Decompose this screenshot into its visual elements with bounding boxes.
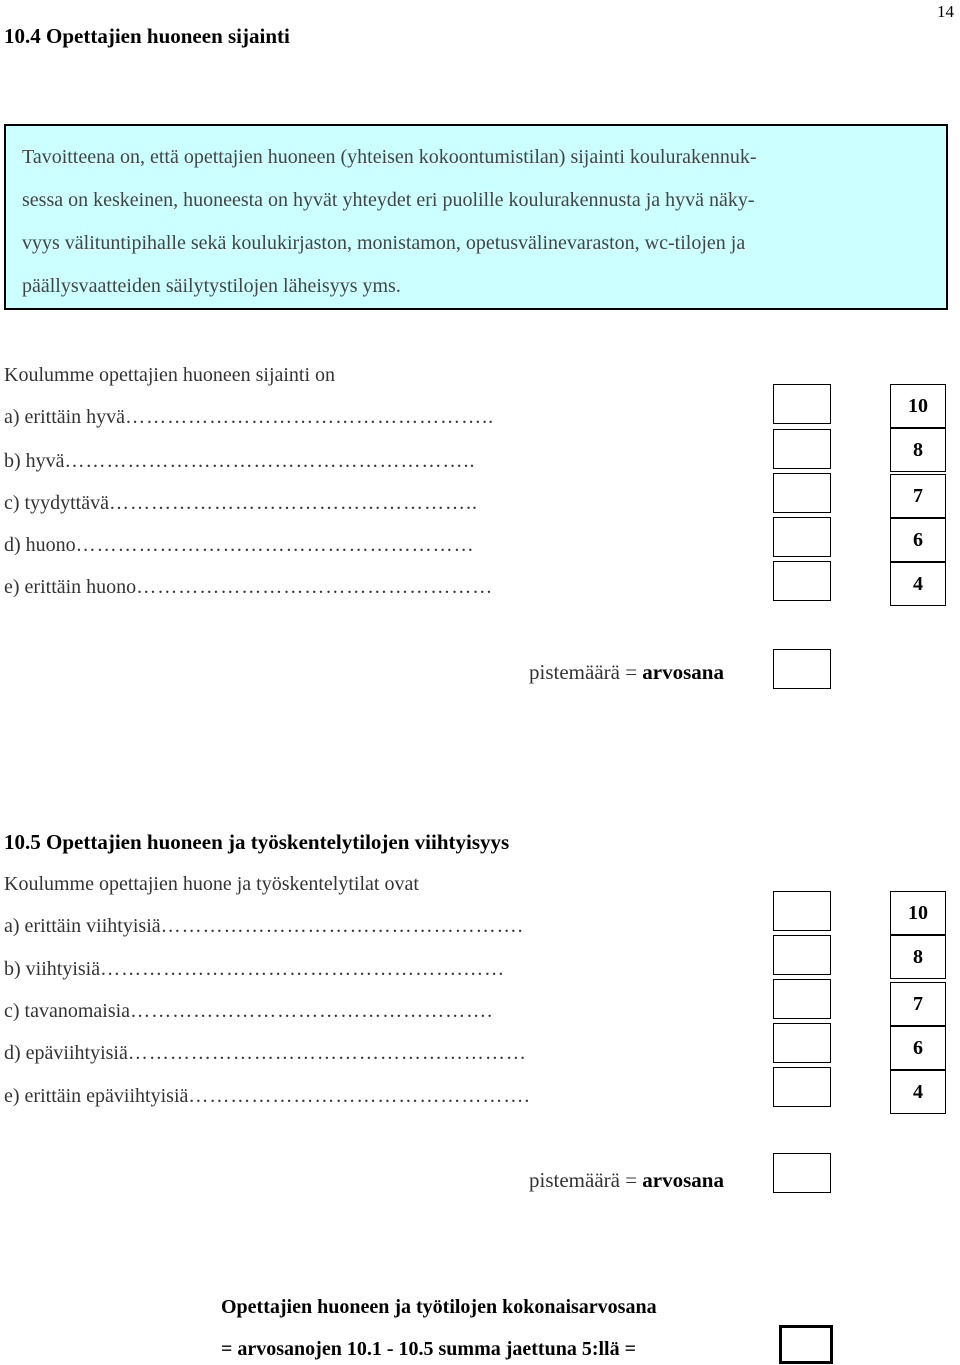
leader-dots: …………………………………………… bbox=[136, 576, 494, 598]
answer-checkbox-b[interactable] bbox=[773, 429, 831, 469]
option-label: d) huono bbox=[4, 534, 76, 556]
option-row bbox=[4, 534, 475, 557]
answer-checkbox-c[interactable] bbox=[773, 473, 831, 513]
final-grade-input-box[interactable] bbox=[779, 1325, 833, 1364]
option-label: b) hyvä bbox=[4, 450, 65, 472]
answer-checkbox-d[interactable] bbox=[773, 1023, 831, 1063]
score-value: 6 bbox=[890, 1026, 946, 1070]
score-value: 8 bbox=[890, 428, 946, 472]
score-value: 8 bbox=[890, 935, 946, 979]
intro-line: sessa on keskeinen, huoneesta on hyvät yhteydet eri puolille koulurakennusta ja hyvä näky- bbox=[22, 189, 755, 211]
score-value: 10 bbox=[890, 384, 946, 428]
option-label: c) tavanomaisia bbox=[4, 1000, 131, 1022]
answer-checkbox-c[interactable] bbox=[773, 979, 831, 1019]
score-value: 4 bbox=[890, 562, 946, 606]
option-row bbox=[4, 1000, 493, 1023]
score-value: 6 bbox=[890, 518, 946, 562]
option-label: a) erittäin viihtyisiä bbox=[4, 915, 161, 937]
page-number: 14 bbox=[937, 2, 954, 21]
score-value: 4 bbox=[890, 1070, 946, 1114]
score-value: 7 bbox=[890, 982, 946, 1026]
intro-line: päällysvaatteiden säilytystilojen läheisyys yms. bbox=[22, 275, 401, 297]
score-input-box[interactable] bbox=[773, 649, 831, 689]
answer-checkbox-e[interactable] bbox=[773, 561, 831, 601]
section-title-10-5: 10.5 Opettajien huoneen ja työskentelytilojen viihtyisyys bbox=[4, 830, 510, 854]
leader-dots: ………………………………………………… bbox=[75, 534, 475, 556]
option-label: c) tyydyttävä bbox=[4, 492, 109, 514]
answer-checkbox-e[interactable] bbox=[773, 1067, 831, 1107]
option-label: e) erittäin huono bbox=[4, 576, 137, 598]
score-label: pistemäärä = arvosana bbox=[529, 1168, 724, 1192]
option-row bbox=[4, 450, 476, 473]
leader-dots: …………………………………………….. bbox=[108, 492, 478, 514]
answer-checkbox-b[interactable] bbox=[773, 935, 831, 975]
question-prompt: Koulumme opettajien huoneen sijainti on bbox=[4, 364, 336, 386]
option-row bbox=[4, 492, 478, 515]
score-label: pistemäärä = arvosana bbox=[529, 660, 724, 684]
leader-dots: ………………………………………………….. bbox=[64, 450, 476, 472]
answer-checkbox-d[interactable] bbox=[773, 517, 831, 557]
section-title-10-4: 10.4 Opettajien huoneen sijainti bbox=[4, 24, 290, 48]
option-row bbox=[4, 1085, 530, 1108]
leader-dots: ……………………………………………. bbox=[160, 915, 524, 937]
final-grade-formula: = arvosanojen 10.1 - 10.5 summa jaettuna 5:llä = bbox=[221, 1338, 636, 1360]
leader-dots: …………………………………………….. bbox=[125, 406, 495, 428]
intro-line: Tavoitteena on, että opettajien huoneen (yhteisen kokoontumistilan) sijainti koulurakennuk- bbox=[22, 146, 757, 168]
option-label: a) erittäin hyvä bbox=[4, 406, 126, 428]
answer-checkbox-a[interactable] bbox=[773, 384, 831, 424]
score-input-box[interactable] bbox=[773, 1153, 831, 1193]
leader-dots: ……………………………………………. bbox=[130, 1000, 494, 1022]
final-grade-title: Opettajien huoneen ja työtilojen kokonaisarvosana bbox=[221, 1296, 657, 1318]
intro-box bbox=[4, 124, 948, 310]
option-row bbox=[4, 1042, 527, 1065]
option-row bbox=[4, 915, 524, 938]
answer-checkbox-a[interactable] bbox=[773, 891, 831, 931]
score-value: 7 bbox=[890, 474, 946, 518]
option-row bbox=[4, 406, 494, 429]
option-label: b) viihtyisiä bbox=[4, 958, 101, 980]
leader-dots: …………………………………………….…… bbox=[100, 958, 506, 980]
option-row bbox=[4, 958, 505, 981]
intro-line: vyys välituntipihalle sekä koulukirjaston, monistamon, opetusvälinevaraston, wc-tilojen ja bbox=[22, 232, 746, 254]
score-value: 10 bbox=[890, 891, 946, 935]
option-row bbox=[4, 576, 493, 599]
question-prompt: Koulumme opettajien huone ja työskentelytilat ovat bbox=[4, 873, 419, 895]
option-label: d) epäviihtyisiä bbox=[4, 1042, 128, 1064]
leader-dots: …………………………………………. bbox=[188, 1085, 531, 1107]
option-label: e) erittäin epäviihtyisiä bbox=[4, 1085, 189, 1107]
leader-dots: ………………………………………………… bbox=[127, 1042, 527, 1064]
